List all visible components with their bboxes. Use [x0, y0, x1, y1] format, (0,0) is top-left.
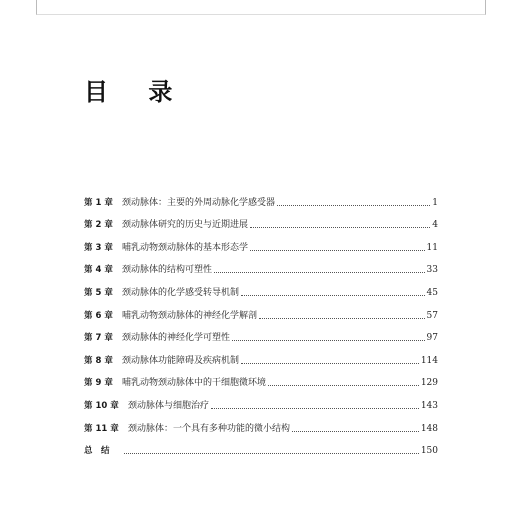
toc-entry[interactable]	[84, 186, 438, 209]
toc-entry[interactable]	[84, 322, 438, 345]
toc-chapter-number: 第 3 章	[84, 242, 113, 253]
toc-chapter-number: 第 6 章	[84, 310, 113, 321]
toc-entry[interactable]	[84, 254, 438, 277]
toc-chapter-title: 颈动脉体与细胞治疗	[128, 400, 210, 411]
toc-chapter-number: 第 2 章	[84, 220, 113, 231]
toc-entry[interactable]	[84, 435, 438, 458]
toc-leader-dots	[232, 339, 425, 341]
toc-leader-dots	[292, 430, 419, 432]
toc-leader-dots	[277, 204, 430, 206]
toc-entry[interactable]	[84, 209, 438, 232]
toc-page-number: 11	[426, 242, 438, 253]
toc-chapter-title: 颈动脉体研究的历史与近期进展	[122, 220, 249, 231]
toc-chapter-number: 第 10 章	[84, 400, 119, 411]
toc-chapter-title: 哺乳动物颈动脉体中的干细胞微环境	[122, 378, 267, 389]
toc-chapter-number: 第 4 章	[84, 265, 113, 276]
toc-page-number: 129	[420, 378, 438, 389]
toc-page-number: 150	[420, 446, 438, 457]
toc-page-number: 114	[420, 355, 438, 366]
toc-page-number: 1	[432, 197, 438, 208]
toc-leader-dots	[124, 452, 419, 454]
toc-chapter-title: 颈动脉体的神经化学可塑性	[122, 333, 231, 344]
toc-entry[interactable]	[84, 367, 438, 390]
toc-leader-dots	[211, 407, 419, 409]
toc-page-number: 33	[426, 265, 438, 276]
toc-chapter-title: 哺乳动物颈动脉体的基本形态学	[122, 242, 249, 253]
toc-entry[interactable]	[84, 389, 438, 412]
toc-leader-dots	[259, 317, 425, 319]
toc-chapter-title: 颈动脉体：一个具有多种功能的微小结构	[128, 423, 291, 434]
toc-leader-dots	[214, 271, 425, 273]
table-of-contents	[84, 186, 438, 457]
toc-chapter-number: 第 7 章	[84, 333, 113, 344]
toc-leader-dots	[250, 249, 425, 251]
toc-leader-dots	[241, 362, 419, 364]
toc-leader-dots	[250, 226, 430, 228]
toc-chapter-title: 哺乳动物颈动脉体的神经化学解剖	[122, 310, 258, 321]
toc-leader-dots	[241, 294, 425, 296]
toc-page-number: 143	[420, 400, 438, 411]
toc-chapter-number: 第 11 章	[84, 423, 119, 434]
toc-leader-dots	[268, 384, 419, 386]
toc-chapter-number: 第 8 章	[84, 355, 113, 366]
toc-chapter-number: 总 结	[84, 446, 110, 457]
toc-entry[interactable]	[84, 412, 438, 435]
toc-chapter-title: 颈动脉体：主要的外周动脉化学感受器	[122, 197, 276, 208]
page-title: 目 录	[84, 78, 189, 106]
toc-chapter-title: 颈动脉体的化学感受转导机制	[122, 287, 240, 298]
toc-page-number: 148	[420, 423, 438, 434]
page-frame-top	[36, 0, 486, 15]
toc-page-number: 97	[426, 333, 438, 344]
toc-chapter-number: 第 1 章	[84, 197, 113, 208]
toc-chapter-title: 颈动脉体的结构可塑性	[122, 265, 213, 276]
toc-chapter-title: 颈动脉体功能障碍及疾病机制	[122, 355, 240, 366]
toc-entry[interactable]	[84, 276, 438, 299]
toc-chapter-number: 第 9 章	[84, 378, 113, 389]
toc-entry[interactable]	[84, 299, 438, 322]
toc-page-number: 4	[432, 220, 438, 231]
toc-entry[interactable]	[84, 231, 438, 254]
toc-page-number: 57	[426, 310, 438, 321]
toc-chapter-number: 第 5 章	[84, 287, 113, 298]
toc-entry[interactable]	[84, 344, 438, 367]
toc-page-number: 45	[426, 287, 438, 298]
